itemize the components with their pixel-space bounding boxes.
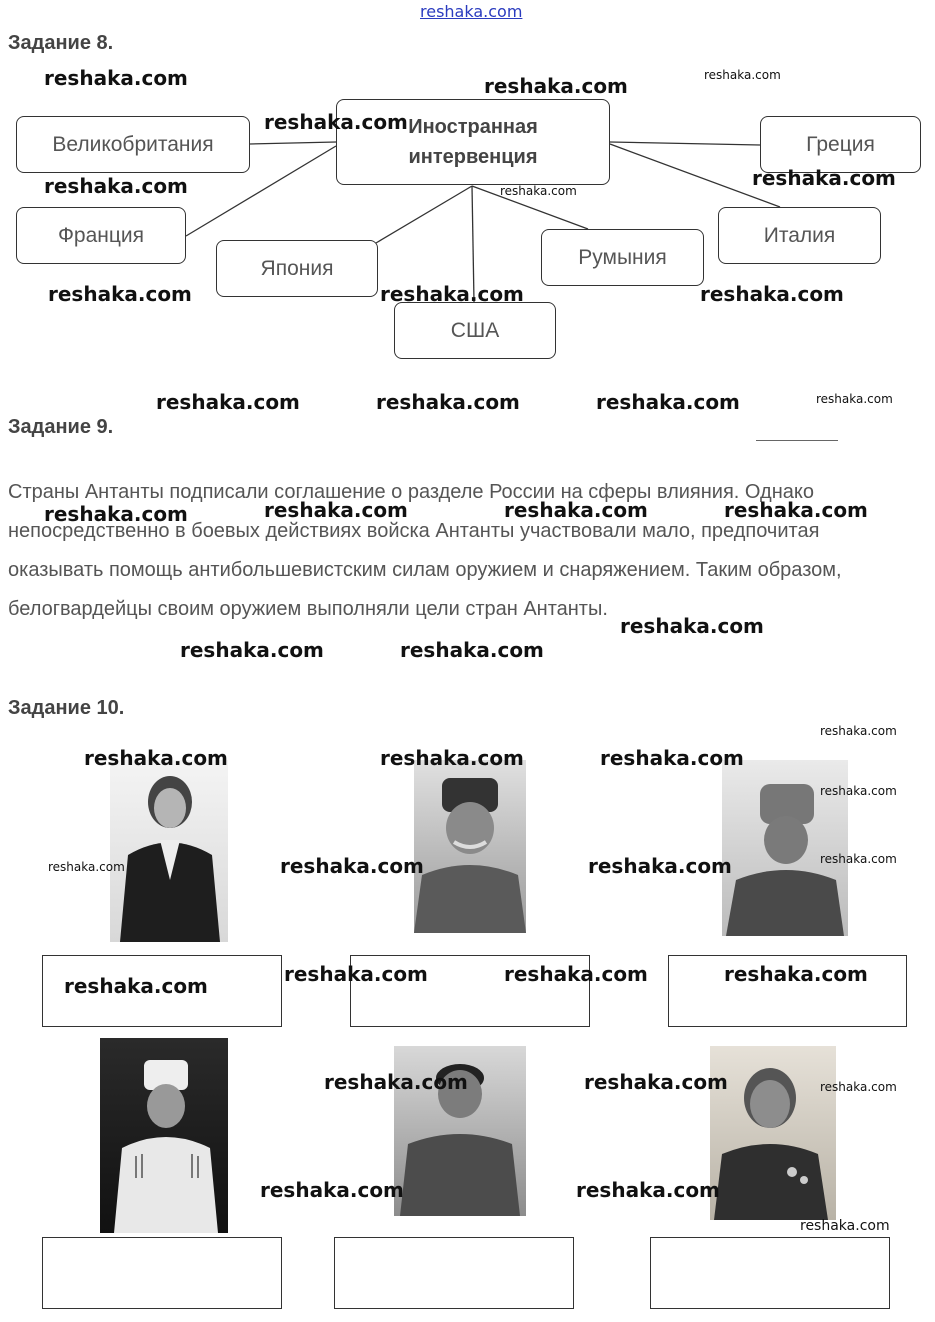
watermark: reshaka.com [84, 746, 228, 770]
watermark: reshaka.com [800, 1218, 890, 1234]
task10-heading: Задание 10. [8, 697, 125, 719]
watermark: reshaka.com [376, 390, 520, 414]
watermark: reshaka.com [700, 282, 844, 306]
watermark: reshaka.com [380, 746, 524, 770]
portrait-photo-2 [414, 760, 526, 933]
task8-heading: Задание 8. [8, 32, 114, 54]
watermark: reshaka.com [724, 498, 868, 522]
watermark: reshaka.com [44, 502, 188, 526]
portrait-photo-4 [100, 1038, 228, 1233]
watermark: reshaka.com [180, 638, 324, 662]
connector-japan [376, 186, 472, 243]
portrait-figure-4 [100, 1038, 228, 1233]
watermark: reshaka.com [584, 1070, 728, 1094]
watermark: reshaka.com [44, 66, 188, 90]
portrait-figure-6 [710, 1046, 836, 1220]
watermark: reshaka.com [44, 174, 188, 198]
node-italy: Италия [718, 207, 881, 264]
watermark: reshaka.com [620, 614, 764, 638]
watermark: reshaka.com [280, 854, 424, 878]
watermark: reshaka.com [816, 392, 893, 406]
connector-britain [250, 142, 336, 144]
watermark: reshaka.com [284, 962, 428, 986]
divider-line [756, 440, 838, 441]
watermark: reshaka.com [484, 74, 628, 98]
source-link[interactable]: reshaka.com [420, 2, 523, 21]
watermark: reshaka.com [264, 498, 408, 522]
watermark: reshaka.com [500, 184, 577, 198]
watermark: reshaka.com [820, 784, 897, 798]
center-node-intervention: Иностранная интервенция [336, 99, 610, 185]
node-france: Франция [16, 207, 186, 264]
watermark: reshaka.com [724, 962, 868, 986]
watermark: reshaka.com [48, 860, 125, 874]
watermark: reshaka.com [504, 498, 648, 522]
watermark: reshaka.com [64, 974, 208, 998]
watermark: reshaka.com [324, 1070, 468, 1094]
portrait-photo-6 [710, 1046, 836, 1220]
connector-greece [610, 142, 760, 145]
watermark: reshaka.com [600, 746, 744, 770]
task9-heading: Задание 9. [8, 416, 114, 438]
watermark: reshaka.com [588, 854, 732, 878]
watermark: reshaka.com [704, 68, 781, 82]
node-britain: Великобритания [16, 116, 250, 173]
portrait-figure-1 [110, 760, 228, 942]
watermark: reshaka.com [576, 1178, 720, 1202]
watermark: reshaka.com [264, 110, 408, 134]
node-greece: Греция [760, 116, 921, 173]
watermark: reshaka.com [752, 166, 896, 190]
node-romania: Румыния [541, 229, 704, 286]
answer-box-6[interactable] [650, 1237, 890, 1309]
answer-box-4[interactable] [42, 1237, 282, 1309]
answer-box-5[interactable] [334, 1237, 574, 1309]
watermark: reshaka.com [156, 390, 300, 414]
portrait-photo-1 [110, 760, 228, 942]
node-japan: Япония [216, 240, 378, 297]
portrait-figure-2 [414, 760, 526, 933]
watermark: reshaka.com [400, 638, 544, 662]
watermark: reshaka.com [820, 1080, 897, 1094]
watermark: reshaka.com [260, 1178, 404, 1202]
node-usa: США [394, 302, 556, 359]
watermark: reshaka.com [504, 962, 648, 986]
watermark: reshaka.com [820, 852, 897, 866]
watermark: reshaka.com [596, 390, 740, 414]
watermark: reshaka.com [820, 724, 897, 738]
watermark: reshaka.com [48, 282, 192, 306]
task9-answer-text: Страны Антанты подписали соглашение о разделе России на сферы влияния. Однако непосредственно в боевых действиях войска Антанты участвовали мало, предпочитая оказывать помощь антибольшевистским силам оружием и снаряжением. Таким образом, белогвардейцы своим оружием выполняли цели стран Антанты. [8, 481, 842, 620]
watermark: reshaka.com [380, 282, 524, 306]
